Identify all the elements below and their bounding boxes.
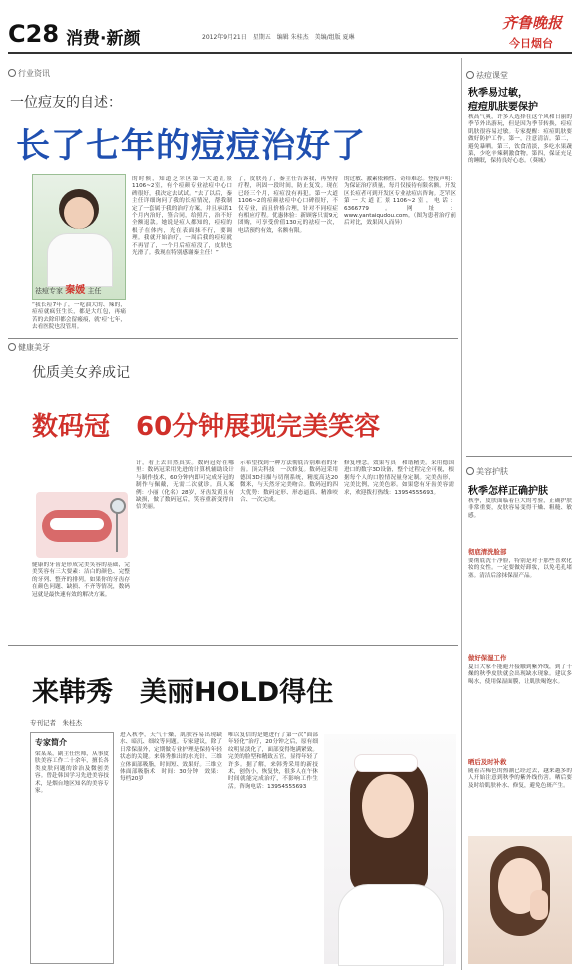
page-code: C28	[8, 20, 60, 48]
person-face	[64, 197, 94, 229]
expert-box	[30, 732, 114, 964]
smile-headline: 数码冠 60分钟展现完美笑容	[32, 412, 381, 442]
section-title: 消费·新颜	[66, 29, 141, 49]
sidebar-text-5: 随着古稀色的热潮已经过去，越来越多的人开始注意到秋季的紫外线伤害。晒后要及时给肌肤补水、修复，避免色斑产生。	[468, 768, 572, 789]
smile-col-2: 计，看上去自然真实。数码冠好在哪里：数码冠采用先进的计算机辅助设计与制作技术，60分钟内即可完成牙冠的制作与佩戴，无需二次就诊。真人案例：小丽（化名）28岁，牙齿发黄且有缺损，做了数码冠后，笑容重新变得自信美丽。	[136, 460, 234, 511]
sidebar-head-1a: 秋季易过敏，	[468, 88, 528, 99]
expert-box-text: 梁某某，副主任医师，从事皮肤美容工作二十余年，擅长各类皮肤问题的诊治及微创美容。曾赴韩国学习先进美容技术，是烟台地区知名的美容专家。	[35, 751, 109, 795]
smile-col-4: 修复理念。效果写真 和谐精美。采用德国进口的数字3D设备，整个过程完全可视，根据每个人的口腔情况量身定制。完美齿形，完美比例，完美色彩。如果您有牙齿美容需求，欢迎拨打热线：13954555693。	[344, 460, 454, 496]
teeth	[50, 518, 104, 530]
sidebar-sub-1: 彻底清洗脸部	[468, 548, 507, 556]
sidebar-head-2: 秋季怎样正确护肤	[468, 486, 548, 497]
date-line: 2012年9月21日 星期五 编辑 朱桂杰 美编/组版 夏琳	[202, 34, 355, 41]
column-divider	[461, 58, 462, 970]
acne-col-4: 的过敏、激素依赖性、奇痒难忍。登报声明：为保证治疗质量，每月仅接待有限名额。开发区长痘者可到开发区专业祛痘店咨询。芝罘区第一大道汇景1106~2室，电话：6366779。网址：www.yantaiqudou.com。（图为患者治疗前后对比，效果因人而异）	[344, 176, 456, 227]
acne-tag: 行业资讯	[8, 68, 50, 79]
mirror-handle	[116, 512, 118, 552]
bullet-icon	[8, 343, 16, 351]
smile-tag: 健康美牙	[8, 342, 50, 353]
bullet-icon	[466, 71, 474, 79]
hanxiu-article	[8, 650, 458, 970]
smile-kicker: 优质美女养成记	[32, 365, 130, 381]
sidebar-sub-3: 晒后及时补救	[468, 758, 507, 766]
acne-kicker: 一位痘友的自述：	[10, 95, 122, 111]
expert-name: 秦媛	[65, 285, 86, 296]
expert-box-title: 专家简介	[35, 738, 67, 747]
hanxiu-headline: 来韩秀 美丽HOLD得住	[32, 677, 334, 708]
expert-photo	[32, 174, 126, 300]
sidebar-text-4: 夏日大家不能避开接触到紫外线，到了干燥的秋季皮肤就会出现缺水现象。建议多喝水，使用保湿面膜，让肌肤喝饱水。	[468, 664, 572, 685]
woman-hand	[530, 890, 548, 920]
sidebar-divider	[466, 456, 572, 457]
acne-divider	[8, 338, 458, 339]
teeth-photo	[36, 492, 128, 558]
acne-article	[8, 58, 458, 338]
hanxiu-byline: 专刊记者 朱桂杰	[30, 719, 82, 727]
model-flowers	[354, 754, 418, 772]
smile-col-1: 健康的牙齿是形成完美笑容的基础，完美笑容有三大要素：洁白的颜色、完整的牙列、整齐的排列。如果你的牙齿存在颜色问题、缺损、不齐等情况，数码冠就是最快速有效的解决方案。	[32, 562, 130, 598]
sidebar-tag-2: 美容护肤	[466, 466, 508, 477]
page-header	[0, 0, 580, 50]
person-body	[47, 233, 113, 287]
sidebar-sub-2: 做好保湿工作	[468, 654, 507, 662]
brand-logo: 齐鲁晚报	[502, 14, 563, 32]
smile-col-3: 示希望找到一种方法彻底告别难看的牙齿。顶尖科技 一次修复。数码冠采用德国3D扫描与切削系统，精度高达20微米，与天然牙完美吻合。数码冠的四大优势：数码定形、形态逼真、精准咬合、一次完成。	[240, 460, 338, 504]
smile-divider	[8, 645, 458, 646]
acne-col-3: 了，皮肤亮了，秦主任告诉我，再坚持疗程，巩固一段时间，防止复发。现在已经三个月，痘痘没有再犯。第一大道1106~2的痘颜祛痘中心口碑很好，不仅专业，而且价格合理，针对不同痘症有相应疗程。优惠体验：新顾客只需9元团购，可享受价值130元的祛痘一次，电话预约有效，名额有限。	[238, 176, 338, 234]
acne-headline: 长了七年的痘痘治好了	[16, 126, 366, 166]
hanxiu-col-1: 进入秋季，天气干燥，肌肤容易出现缺水、暗沉、细纹等问题。专家建议，除了日常保湿外，定期做专业护理是保持年轻状态的关键。来韩秀推出的水光针、三维立体面部吸脂，时间短、效果好。三维立体面部吸脂术 时间：30分钟 效果：每档20岁	[120, 732, 222, 783]
sidebar-head-1b: 痘痘肌肤要保护	[468, 102, 538, 113]
photo-caption: 祛痘专家 秦媛 主任	[35, 285, 102, 296]
hanxiu-col-2: 唯以复信的是她进行了第一次“面部年轻化”治疗，20分钟之后，原有细纹明显淡化了，面部变得饱满紧致。完美的脸型和精致五官，显得年轻了许多。据了解，来韩秀采用的新技术，创伤小，恢复快，很多人在午休时间就能完成治疗，不影响工作生活。咨询电话：13954555693	[228, 732, 318, 790]
sidebar-text-1: 秋高气爽，许多人选择在这个风和日丽的季节外出游玩，但是因为季节转换，痘痘肌肤很容易过敏。专家提醒：痘痘肌肤要做好防护工作。第一，注意清洁。第二，避免暴晒。第三，饮食清淡，多吃水果蔬菜，少吃辛辣刺激食物。第四，保证充足的睡眠，保持良好心态。（葵城）	[468, 114, 572, 165]
acne-col-2: 的时候，知道芝罘区第一大道汇景1106~2室，有个痘颜专业祛痘中心口碑很好，我决定去试试。“去了以后，秦主任详细询问了我的长痘情况，帮我制定了一套属于我的治疗方案，并且承诺1个月内治好，签合同，给照片，治不好全额退款。她说是痘人都知的，痘痘的根子在体内，光在表面抹不行，要调理。我就开始治疗，一周后我的痘痘就不再冒了，一个月后痘痘没了，皮肤也光滑了。我现在特别感谢秦主任！”	[132, 176, 232, 257]
bullet-icon	[8, 69, 16, 77]
model-photo	[324, 734, 456, 964]
smile-article	[8, 342, 458, 642]
header-rule	[8, 52, 572, 54]
sidebar-tag-1: 祛痘课堂	[466, 70, 508, 81]
model-dress	[338, 884, 444, 966]
skincare-photo	[468, 836, 572, 964]
edition-label: 今日烟台	[509, 37, 553, 50]
bullet-icon	[466, 467, 474, 475]
acne-col-1: “我长痘7年了，一吃油大的、辣的，痘痘就疯狂生长，都是大红包，再痛苦的去除印都会留瘢痕，就‘痘’七年，去看医院也没管用。	[32, 302, 126, 331]
sidebar-text-2: 秋季，皮肤面临着巨大的考验，正确护肤非常重要，皮肤容易变得干燥、粗糙、敏感。	[468, 498, 572, 519]
dental-mirror-icon	[110, 498, 126, 514]
sidebar	[466, 58, 572, 970]
model-face	[362, 774, 414, 838]
sidebar-text-3: 要彻底洗干净脸，特别是对于那些喜欢化妆的女性。一定要做好卸妆，以免毛孔堵塞。清洁后涂抹保湿产品。	[468, 558, 572, 579]
